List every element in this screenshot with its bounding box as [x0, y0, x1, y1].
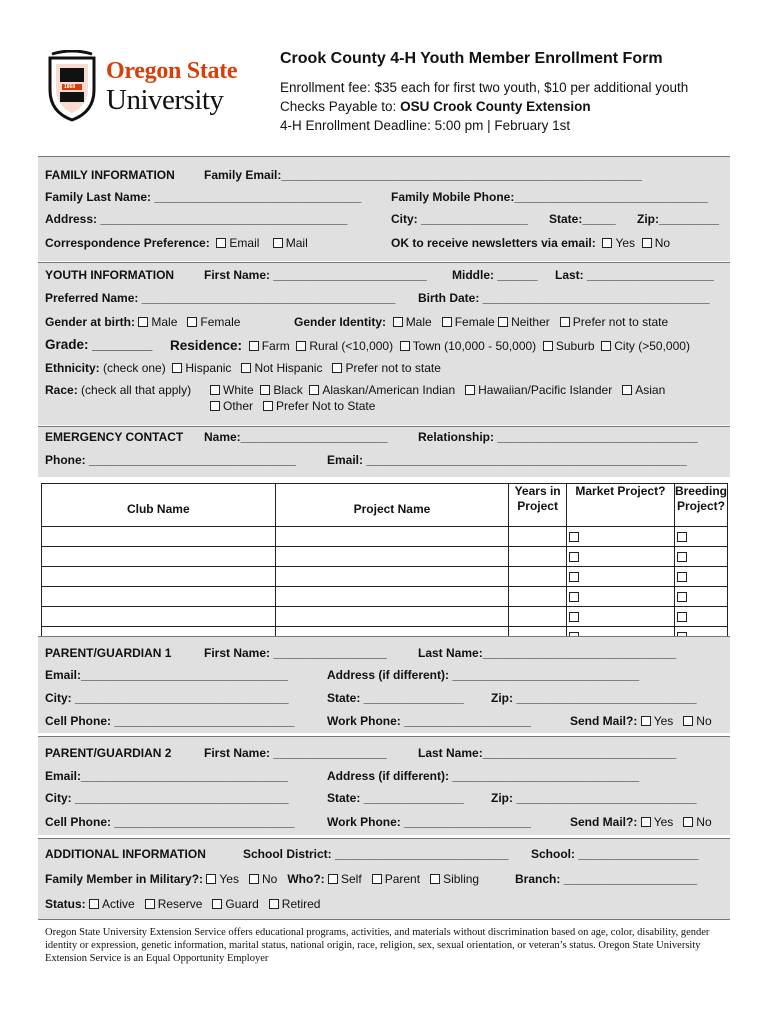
market-project-checkbox[interactable] [569, 592, 579, 602]
status-label: Status: [45, 897, 86, 911]
parent2-cell-field[interactable]: Cell Phone: ___________________________ [45, 815, 295, 829]
email-option: Email [229, 236, 260, 250]
residence-label: Residence: [170, 338, 243, 353]
project-name-cell[interactable] [275, 547, 509, 567]
parent1-state-field[interactable]: State: _______________ [327, 691, 464, 705]
status-row [45, 897, 320, 911]
parent2-send-mail-label: Send Mail?: [570, 815, 638, 829]
ethnicity-not-hispanic: Not Hispanic [254, 361, 323, 375]
parent2-address-field[interactable]: Address (if different): ____________________________ [327, 769, 640, 783]
gender-identity [294, 315, 668, 329]
non-discrimination-statement: Oregon State University Extension Service offers educational programs, activities, and materials without discrimination based on age, color, disability, gender identity or expression, genetic information, marital status, national origin, race, religion, sex, sexual orientation, or veteran’s status. Oregon State University Extension Service is an Equal Opportunity Employer [45, 927, 710, 964]
market-cell[interactable] [566, 607, 674, 627]
parent2-mail-yes-checkbox[interactable] [641, 817, 651, 827]
emergency-section-title: EMERGENCY CONTACT [45, 430, 184, 444]
gender-at-birth-label: Gender at birth: [45, 315, 136, 329]
residence-suburb-checkbox[interactable] [543, 341, 553, 351]
header-breeding-project: Breeding Project? [674, 484, 727, 527]
gender-male-checkbox[interactable] [138, 317, 148, 327]
club-name-cell[interactable] [42, 607, 276, 627]
table-row [42, 587, 728, 607]
who-sibling-checkbox[interactable] [430, 874, 440, 884]
club-name-cell[interactable] [42, 567, 276, 587]
parent1-send-mail-label: Send Mail?: [570, 714, 638, 728]
parent2-send-mail [570, 815, 712, 829]
identity-neither: Neither [511, 315, 550, 329]
parent1-zip-field[interactable]: Zip: ___________________________ [491, 691, 697, 705]
race-other: Other [223, 399, 254, 413]
parent1-send-mail [570, 714, 712, 728]
ethnicity-prefer-not-checkbox[interactable] [332, 363, 342, 373]
who-self-checkbox[interactable] [328, 874, 338, 884]
parent1-mail-no-checkbox[interactable] [683, 716, 693, 726]
gender-identity-label: Gender Identity: [294, 315, 387, 329]
race-hawaiian-checkbox[interactable] [465, 385, 475, 395]
race-other-checkbox[interactable] [210, 401, 220, 411]
residence-suburb: Suburb [555, 339, 595, 353]
ethnicity [45, 361, 441, 375]
city-field[interactable]: City: ________________ [391, 212, 528, 226]
form-title: Crook County 4-H Youth Member Enrollment Form [280, 50, 663, 67]
parent2-section-title: PARENT/GUARDIAN 2 [45, 746, 172, 760]
breeding-cell[interactable] [674, 587, 727, 607]
residence [170, 339, 690, 353]
address-field[interactable]: Address: _____________________________________ [45, 212, 348, 226]
additional-section-title: ADDITIONAL INFORMATION [45, 847, 206, 861]
residence-farm-checkbox[interactable] [249, 341, 259, 351]
parent2-mail-no: No [696, 815, 712, 829]
parent2-last-name-field[interactable]: Last Name:_____________________________ [418, 746, 677, 760]
identity-female: Female [454, 315, 495, 329]
family-mobile-field[interactable]: Family Mobile Phone:_____________________________ [391, 190, 708, 204]
parent1-mail-yes: Yes [653, 714, 674, 728]
status-active-checkbox[interactable] [89, 899, 99, 909]
parent2-first-name-field[interactable]: First Name: _________________ [204, 746, 387, 760]
checks-payee: OSU Crook County Extension [400, 99, 591, 114]
parent1-address-field[interactable]: Address (if different): ____________________________ [327, 668, 640, 682]
race-prefer-not: Prefer Not to State [276, 399, 376, 413]
market-cell[interactable] [566, 587, 674, 607]
club-table-body [42, 527, 728, 647]
enrollment-deadline: 4-H Enrollment Deadline: 5:00 pm | February 1st [280, 118, 571, 133]
who-self: Self [341, 872, 362, 886]
market-cell[interactable] [566, 567, 674, 587]
logo-line2: University [106, 84, 224, 116]
who-parent-checkbox[interactable] [372, 874, 382, 884]
parent2-mail-yes: Yes [653, 815, 674, 829]
parent1-last-name-field[interactable]: Last Name:_____________________________ [418, 646, 677, 660]
gender-male: Male [151, 315, 178, 329]
years-cell[interactable] [509, 567, 566, 587]
table-row [42, 527, 728, 547]
race-options-row1 [210, 383, 665, 397]
breeding-cell[interactable] [674, 527, 727, 547]
family-section-title: FAMILY INFORMATION [45, 168, 175, 182]
osu-logo [42, 50, 260, 122]
youth-section-title: YOUTH INFORMATION [45, 268, 175, 282]
identity-male: Male [405, 315, 432, 329]
who-sibling: Sibling [443, 872, 480, 886]
parent2-email-field[interactable]: Email:_______________________________ [45, 769, 288, 783]
years-cell[interactable] [509, 527, 566, 547]
ethnicity-prefer-not: Prefer not to state [345, 361, 441, 375]
race-asian: Asian [635, 383, 666, 397]
project-name-cell[interactable] [275, 587, 509, 607]
residence-city-checkbox[interactable] [601, 341, 611, 351]
youth-middle-field[interactable]: Middle: ______ [452, 268, 538, 282]
market-cell[interactable] [566, 527, 674, 547]
identity-male-checkbox[interactable] [393, 317, 403, 327]
market-cell[interactable] [566, 547, 674, 567]
youth-last-field[interactable]: Last: ___________________ [555, 268, 714, 282]
project-name-cell[interactable] [275, 607, 509, 627]
military-yes-checkbox[interactable] [206, 874, 216, 884]
military-row [45, 872, 479, 886]
zip-field[interactable]: Zip:_________ [637, 212, 720, 226]
years-cell[interactable] [509, 587, 566, 607]
checks-payable [280, 99, 591, 114]
market-project-checkbox[interactable] [569, 572, 579, 582]
ethnicity-hint: (check one) [103, 361, 166, 375]
status-retired: Retired [281, 897, 321, 911]
breeding-project-checkbox[interactable] [677, 572, 687, 582]
table-row [42, 567, 728, 587]
header-club-name: Club Name [42, 484, 276, 527]
status-retired-checkbox[interactable] [269, 899, 279, 909]
status-guard: Guard [225, 897, 259, 911]
branch-field[interactable]: Branch: ____________________ [515, 872, 698, 886]
parent1-mail-yes-checkbox[interactable] [641, 716, 651, 726]
grade-field[interactable]: Grade: ________ [45, 337, 153, 352]
years-cell[interactable] [509, 547, 566, 567]
newsletter-preference [391, 236, 670, 250]
breeding-project-checkbox[interactable] [677, 592, 687, 602]
ethnicity-hispanic-checkbox[interactable] [172, 363, 182, 373]
seal-year: 1868 [64, 84, 76, 90]
race-options-row2 [210, 399, 375, 413]
table-row [42, 547, 728, 567]
school-field[interactable]: School: __________________ [531, 847, 699, 861]
family-last-name-field[interactable]: Family Last Name: _______________________________ [45, 190, 362, 204]
residence-rural-checkbox[interactable] [296, 341, 306, 351]
logo-line1: Oregon State [106, 58, 238, 84]
race-prefer-not-checkbox[interactable] [263, 401, 273, 411]
club-project-table [41, 483, 728, 647]
residence-rural: Rural (<10,000) [309, 339, 394, 353]
breeding-cell[interactable] [674, 567, 727, 587]
newsletter-no-checkbox[interactable] [642, 238, 652, 248]
residence-town-checkbox[interactable] [400, 341, 410, 351]
project-name-cell[interactable] [275, 527, 509, 547]
military-label: Family Member in Military?: [45, 872, 204, 886]
club-name-cell[interactable] [42, 587, 276, 607]
parent1-work-field[interactable]: Work Phone: ___________________ [327, 714, 531, 728]
parent2-zip-field[interactable]: Zip: ___________________________ [491, 791, 697, 805]
email-checkbox[interactable] [216, 238, 226, 248]
years-cell[interactable] [509, 607, 566, 627]
checks-label: Checks Payable to: [280, 99, 401, 114]
ethnicity-hispanic: Hispanic [185, 361, 232, 375]
header-market-project: Market Project? [566, 484, 674, 527]
project-name-cell[interactable] [275, 567, 509, 587]
residence-town: Town (10,000 - 50,000) [412, 339, 537, 353]
header-years-in-project: Years in Project [509, 484, 566, 527]
race-black: Black [273, 383, 303, 397]
military-no: No [261, 872, 278, 886]
mail-option: Mail [285, 236, 308, 250]
identity-neither-checkbox[interactable] [498, 317, 508, 327]
parent2-city-field[interactable]: City: ________________________________ [45, 791, 289, 805]
breeding-cell[interactable] [674, 547, 727, 567]
race-alaskan-checkbox[interactable] [309, 385, 319, 395]
correspondence-preference [45, 236, 308, 250]
parent1-city-field[interactable]: City: ________________________________ [45, 691, 289, 705]
residence-farm: Farm [261, 339, 290, 353]
youth-first-name-field[interactable]: First Name: _______________________ [204, 268, 427, 282]
status-active: Active [102, 897, 135, 911]
gender-at-birth [45, 315, 240, 329]
status-guard-checkbox[interactable] [212, 899, 222, 909]
breeding-cell[interactable] [674, 607, 727, 627]
newsletter-label: OK to receive newsletters via email: [391, 236, 596, 250]
race-asian-checkbox[interactable] [622, 385, 632, 395]
table-row [42, 607, 728, 627]
status-reserve-checkbox[interactable] [145, 899, 155, 909]
breeding-project-checkbox[interactable] [677, 612, 687, 622]
club-name-cell[interactable] [42, 527, 276, 547]
ethnicity-label: Ethnicity: [45, 361, 100, 375]
gender-female: Female [200, 315, 241, 329]
emergency-relationship-field[interactable]: Relationship: ______________________________ [418, 430, 698, 444]
race-white: White [223, 383, 254, 397]
correspondence-label: Correspondence Preference: [45, 236, 210, 250]
club-name-cell[interactable] [42, 547, 276, 567]
identity-prefer-not-checkbox[interactable] [560, 317, 570, 327]
residence-city: City (>50,000) [614, 339, 690, 353]
market-project-checkbox[interactable] [569, 552, 579, 562]
race-white-checkbox[interactable] [210, 385, 220, 395]
preferred-name-field[interactable]: Preferred Name: ______________________________________ [45, 291, 396, 305]
military-no-checkbox[interactable] [249, 874, 259, 884]
table-header-row [42, 484, 728, 527]
breeding-project-checkbox[interactable] [677, 532, 687, 542]
school-district-field[interactable]: School District: __________________________ [243, 847, 509, 861]
race-black-checkbox[interactable] [260, 385, 270, 395]
parent2-work-field[interactable]: Work Phone: ___________________ [327, 815, 531, 829]
identity-female-checkbox[interactable] [442, 317, 452, 327]
identity-prefer-not: Prefer not to state [572, 315, 669, 329]
parent2-mail-no-checkbox[interactable] [683, 817, 693, 827]
military-yes: Yes [219, 872, 239, 886]
status-reserve: Reserve [157, 897, 203, 911]
parent1-first-name-field[interactable]: First Name: _________________ [204, 646, 387, 660]
parent2-state-field[interactable]: State: _______________ [327, 791, 464, 805]
market-project-checkbox[interactable] [569, 532, 579, 542]
state-field[interactable]: State:_____ [549, 212, 616, 226]
who-label: Who?: [287, 872, 325, 886]
breeding-project-checkbox[interactable] [677, 552, 687, 562]
parent1-email-field[interactable]: Email:_______________________________ [45, 668, 288, 682]
race-alaskan: Alaskan/American Indian [322, 383, 456, 397]
race-hawaiian: Hawaiian/Pacific Islander [478, 383, 613, 397]
newsletter-yes-checkbox[interactable] [602, 238, 612, 248]
parent1-section-title: PARENT/GUARDIAN 1 [45, 646, 172, 660]
who-parent: Parent [384, 872, 421, 886]
emergency-email-field[interactable]: Email: ________________________________________________ [327, 453, 687, 467]
race-label: Race: [45, 383, 78, 397]
family-email-field[interactable]: Family Email:______________________________________________________ [204, 168, 642, 182]
gender-female-checkbox[interactable] [187, 317, 197, 327]
emergency-name-field[interactable]: Name:______________________ [204, 430, 388, 444]
enrollment-fee: Enrollment fee: $35 each for first two youth, $10 per additional youth [280, 80, 689, 95]
market-project-checkbox[interactable] [569, 612, 579, 622]
race [45, 383, 191, 397]
parent1-cell-field[interactable]: Cell Phone: ___________________________ [45, 714, 295, 728]
mail-checkbox[interactable] [273, 238, 283, 248]
newsletter-yes: Yes [615, 236, 636, 250]
ethnicity-not-hispanic-checkbox[interactable] [241, 363, 251, 373]
race-hint: (check all that apply) [81, 383, 192, 397]
header-project-name: Project Name [275, 484, 509, 527]
newsletter-no: No [654, 236, 671, 250]
birth-date-field[interactable]: Birth Date: __________________________________ [418, 291, 710, 305]
emergency-phone-field[interactable]: Phone: _______________________________ [45, 453, 296, 467]
parent1-mail-no: No [696, 714, 712, 728]
